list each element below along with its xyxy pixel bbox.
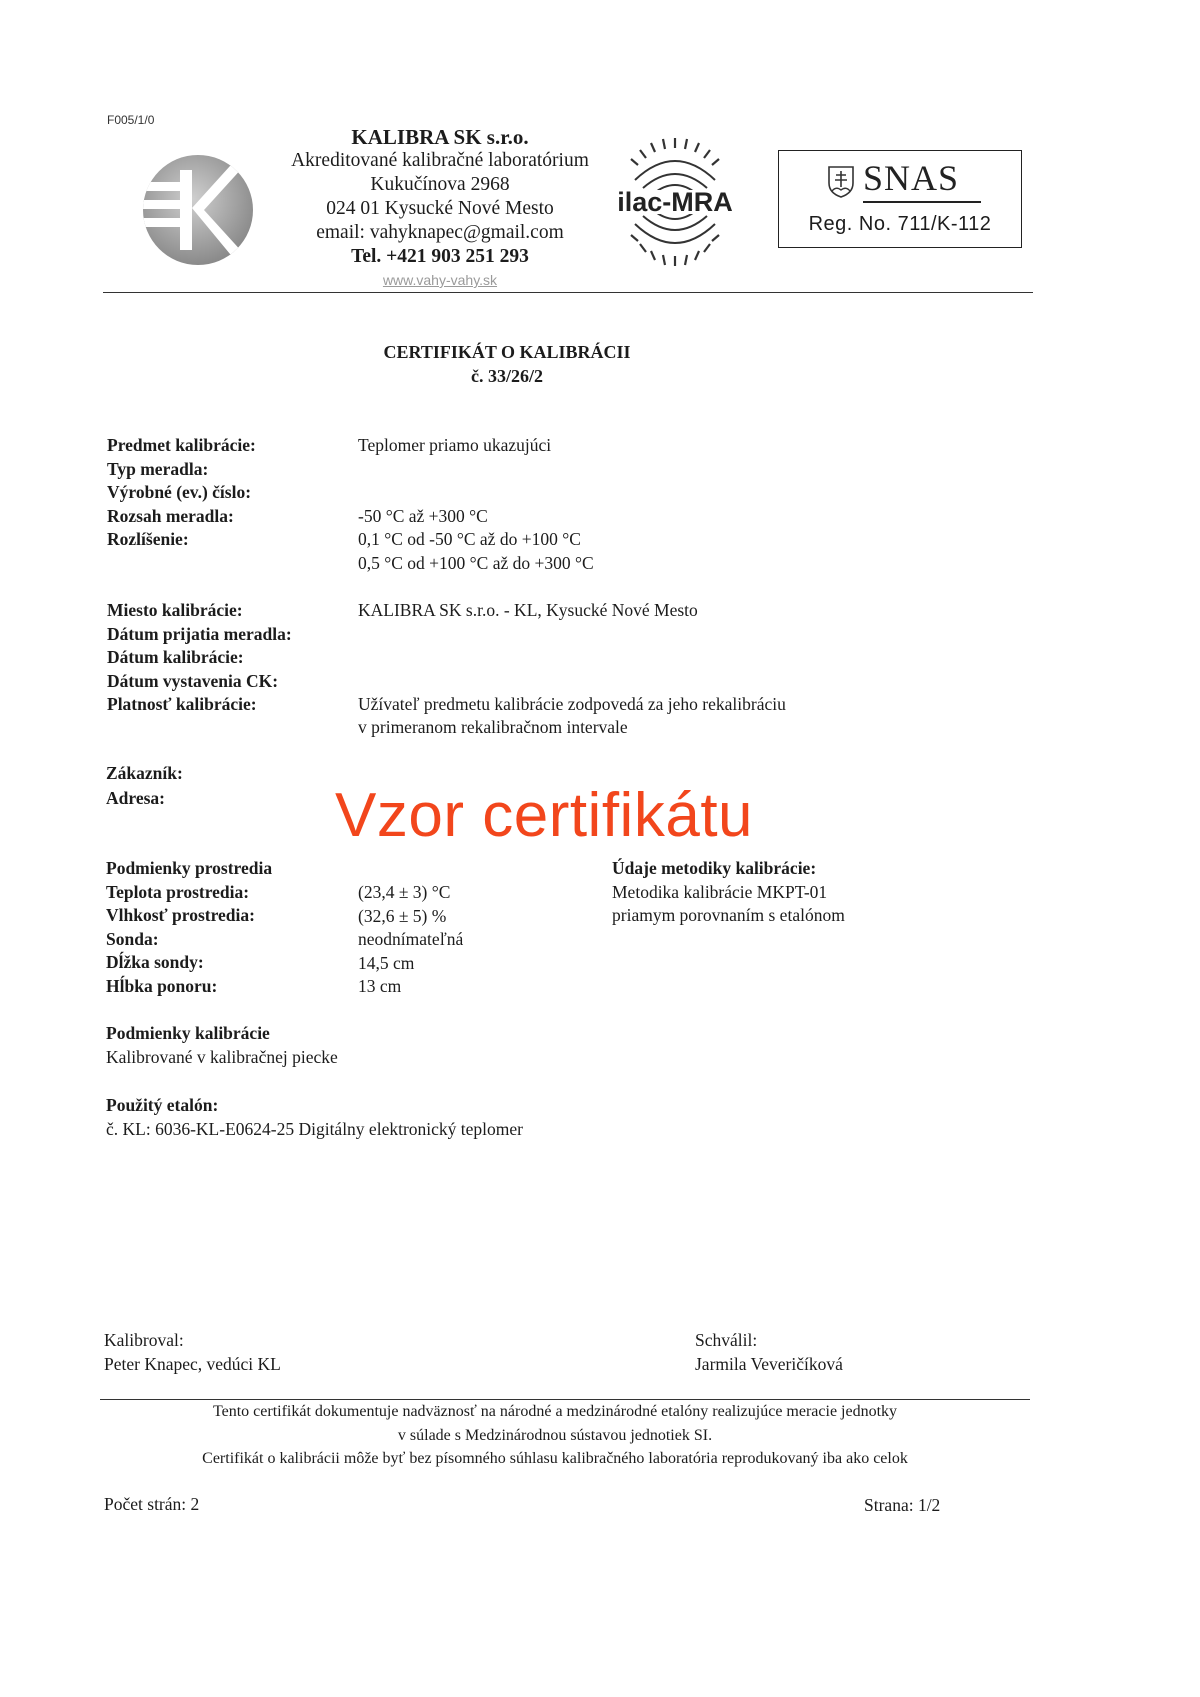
website-link[interactable]: www.vahy-vahy.sk	[382, 272, 498, 288]
footer-note-3: Certifikát o kalibrácii môže byť bez písomného súhlasu kalibračného laboratória reprodukovaný iba ako celok	[202, 1450, 908, 1467]
company-address-block	[255, 125, 625, 291]
label-date-calibration: Dátum kalibrácie:	[107, 647, 244, 667]
environment-values	[358, 881, 463, 999]
item-labels	[107, 434, 256, 552]
header-divider	[103, 292, 1033, 293]
footer-note-1: Tento certifikát dokumentuje nadväznosť na národné a medzinárodné etalóny realizujúce meracie jednotky	[212, 1403, 898, 1420]
standard-block	[106, 1094, 523, 1141]
ilac-text: ilac-MRA	[617, 187, 733, 217]
page-count: Počet strán: 2	[104, 1494, 200, 1514]
label-range: Rozsah meradla:	[107, 505, 234, 526]
place-labels	[107, 599, 292, 717]
telephone: Tel. +421 903 251 293	[351, 246, 529, 267]
footer-note-2: v súlade s Medzinárodnou sústavou jednotiek SI.	[397, 1426, 713, 1444]
email: email: vahyknapec@gmail.com	[316, 222, 564, 243]
company-name: KALIBRA SK s.r.o.	[351, 125, 529, 149]
label-date-received: Dátum prijatia meradla:	[107, 623, 292, 644]
ilac-mra-seal-icon	[605, 132, 745, 272]
lab-name: Akreditované kalibračné laboratórium	[291, 150, 589, 171]
value-subject: Teplomer priamo ukazujúci	[358, 435, 552, 455]
environment-labels	[106, 857, 272, 998]
value-location: KALIBRA SK s.r.o. - KL, Kysucké Nové Mesto	[358, 600, 698, 620]
label-resolution: Rozlíšenie:	[107, 529, 189, 549]
method-heading: Údaje metodiky kalibrácie:	[612, 858, 817, 878]
label-probe-length: Dĺžka sondy:	[106, 952, 204, 972]
value-validity-2: v primeranom rekalibračnom intervale	[358, 717, 628, 737]
method-line-2: priamym porovnaním s etalónom	[612, 905, 845, 925]
city: 024 01 Kysucké Nové Mesto	[326, 198, 554, 219]
calibrated-label: Kalibroval:	[104, 1330, 184, 1350]
label-ambient-humidity: Vlhkosť prostredia:	[106, 905, 255, 925]
label-ambient-temperature: Teplota prostredia:	[106, 881, 250, 902]
method-line-1: Metodika kalibrácie MKPT-01	[612, 881, 828, 902]
label-subject: Predmet kalibrácie:	[107, 435, 256, 455]
approved-by-block	[695, 1329, 843, 1376]
label-probe: Sonda:	[106, 928, 159, 949]
label-customer: Zákazník:	[106, 763, 183, 783]
value-validity-1: Užívateľ predmetu kalibrácie zodpovedá za jeho rekalibráciu	[358, 694, 786, 714]
title-main: CERTIFIKÁT O KALIBRÁCII	[383, 342, 631, 362]
sample-watermark: Vzor certifikátu	[335, 781, 754, 850]
snas-name: SNAS	[863, 158, 960, 198]
standard-text: č. KL: 6036-KL-E0624-25 Digitálny elektronický teplomer	[106, 1118, 523, 1139]
label-type: Typ meradla:	[107, 458, 209, 479]
label-address: Adresa:	[106, 788, 165, 808]
calibrated-name: Peter Knapec, vedúci KL	[104, 1353, 281, 1374]
environment-heading: Podmienky prostredia	[106, 858, 273, 878]
value-resolution-1: 0,1 °C od -50 °C až do +100 °C	[358, 529, 581, 549]
value-probe: neodnímateľná	[358, 929, 464, 949]
calibrated-by-block	[104, 1329, 281, 1376]
page-number: Strana: 1/2	[864, 1495, 941, 1515]
value-resolution-2: 0,5 °C od +100 °C až do +300 °C	[358, 553, 594, 573]
approved-name: Jarmila Veveričíková	[695, 1353, 843, 1374]
certificate-number: č. 33/26/2	[471, 366, 543, 386]
standard-heading: Použitý etalón:	[106, 1095, 219, 1115]
snas-reg-number: Reg. No. 711/K-112	[808, 213, 992, 235]
value-immersion-depth: 13 cm	[358, 976, 402, 996]
conditions-block	[106, 1022, 338, 1069]
street: Kukučínova 2968	[370, 174, 510, 195]
value-ambient-temperature: (23,4 ± 3) °C	[358, 882, 451, 902]
certificate-title	[0, 340, 1014, 388]
kalibra-logo-icon	[140, 152, 256, 268]
conditions-heading: Podmienky kalibrácie	[106, 1023, 270, 1043]
value-ambient-humidity: (32,6 ± 5) %	[358, 905, 447, 926]
approved-label: Schválil:	[695, 1330, 758, 1350]
label-immersion-depth: Hĺbka ponoru:	[106, 975, 218, 996]
footer-note	[0, 1400, 1110, 1471]
snas-underline	[863, 201, 981, 203]
value-range: -50 °C až +300 °C	[358, 506, 488, 526]
snas-accreditation-box	[778, 150, 1022, 248]
conditions-text: Kalibrované v kalibračnej piecke	[106, 1046, 338, 1067]
method-block	[612, 857, 845, 928]
form-code: F005/1/0	[107, 113, 155, 127]
label-serial: Výrobné (ev.) číslo:	[107, 482, 252, 502]
label-date-issued: Dátum vystavenia CK:	[107, 670, 279, 691]
label-location: Miesto kalibrácie:	[107, 600, 243, 620]
slovak-shield-icon	[827, 165, 855, 199]
label-validity: Platnosť kalibrácie:	[107, 694, 257, 714]
value-probe-length: 14,5 cm	[358, 952, 415, 973]
